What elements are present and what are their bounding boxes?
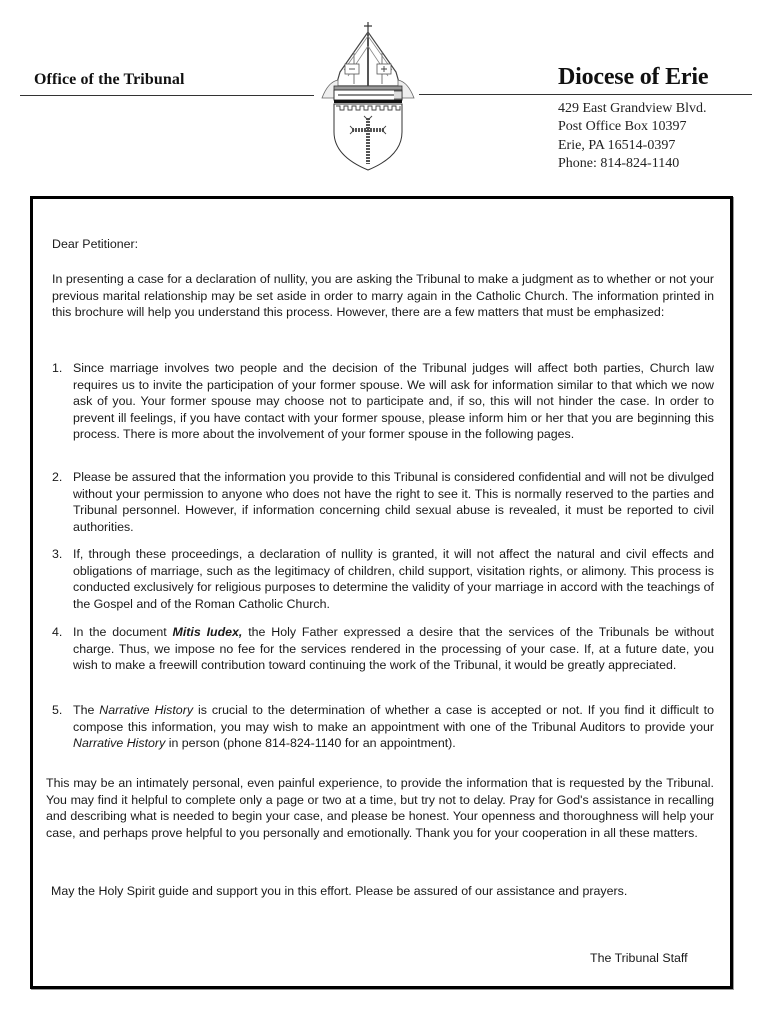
letter-greeting: Dear Petitioner:	[52, 237, 139, 251]
list-item-1	[52, 360, 714, 443]
header-rule-left	[20, 95, 314, 96]
list-text-segment: is crucial to the determination of whether a case is accepted or not. If you find it difficult to compose this information, you may wish to make an appointment with one of the Tribunal Auditors to provide your	[73, 703, 715, 734]
list-number: 2.	[52, 470, 63, 484]
office-title: Office of the Tribunal	[34, 71, 185, 88]
list-text: Please be assured that the information you provide to this Tribunal is considered confidential and will not be divulged without your permission to anyone who does not have the right to see it. This is normally reserved to the parties and Tribunal personnel. However, if information concerning child sexual abuse is revealed, it must be reported to civil authorities.	[73, 470, 714, 534]
list-item-5	[52, 702, 714, 752]
list-text	[73, 624, 714, 674]
list-text-segment: the Holy Father expressed a desire that the services of the Tribunals be without charge. Thus, we impose no fee for the services rendered in the processing of your case. If, at a future date, you wish to make a freewill contribution toward continuing the work of the Tribunal, it would be greatly appreciated.	[73, 625, 714, 673]
diocese-title: Diocese of Erie	[558, 64, 709, 90]
list-text-segment: The	[73, 703, 100, 717]
document-title-emphasis: Mitis Iudex,	[172, 625, 243, 639]
narrative-history-emphasis: Narrative History	[99, 703, 194, 717]
list-text: If, through these proceedings, a declaration of nullity is granted, it will not affect the natural and civil effects and obligations of marriage, such as the legitimacy of children, child support, visitation rights, or alimony. This process is conducted exclusively for religious purposes to determine the validity of your marriage in accord with the teachings of the Gospel and of the Roman Catholic Church.	[73, 547, 714, 611]
letter-blessing: May the Holy Spirit guide and support you in this effort. Please be assured of our assistance and prayers.	[51, 884, 628, 898]
diocese-address	[558, 100, 707, 173]
list-item-4	[52, 624, 714, 674]
letter-intro: In presenting a case for a declaration of nullity, you are asking the Tribunal to make a judgment as to whether or not your previous marital relationship may be set aside in order to marry again in the Catholic Church. The information printed in this brochure will help you understand this process. However, there are a few matters that must be emphasized:	[52, 272, 714, 320]
list-text-segment: in person (phone 814-824-1140 for an appointment).	[165, 736, 456, 751]
letter-closing: This may be an intimately personal, even painful experience, to provide the information that is requested by the Tribunal. You may find it helpful to complete only a page or two at a time, but try not to delay. Pray for God's assistance in recalling and describing what is needed to begin your case, and please be honest. Your openness and thoroughness will help your case, and perhaps prove helpful to you personally and emotionally. Thank you for your cooperation in all these matters.	[46, 776, 714, 840]
address-city-state-zip: Erie, PA 16514-0397	[558, 137, 676, 153]
address-street: 429 East Grandview Blvd.	[558, 101, 707, 116]
narrative-history-emphasis: Narrative History	[73, 736, 166, 751]
address-po-box: Post Office Box 10397	[558, 119, 687, 135]
header-rule-right	[419, 94, 752, 95]
list-number: 1.	[52, 361, 63, 375]
list-number: 3.	[52, 547, 63, 561]
coat-of-arms-icon	[314, 20, 422, 172]
list-number: 5.	[52, 703, 63, 717]
list-text	[73, 702, 714, 752]
letter-signature: The Tribunal Staff	[590, 951, 688, 965]
list-item-2	[52, 469, 714, 535]
list-number: 4.	[52, 625, 63, 639]
list-item-3	[52, 546, 714, 612]
list-text: Since marriage involves two people and the decision of the Tribunal judges will affect both parties, Church law requires us to invite the participation of your former spouse. We will ask for information similar to that which we now ask of you. Your former spouse may choose not to participate and, if so, this will not hinder the case. In order to prevent ill feelings, if you have contact with your former spouse, please inform him or her that you are beginning this process. There is more about the involvement of your former spouse in the following pages.	[73, 361, 714, 442]
address-phone: Phone: 814-824-1140	[558, 155, 680, 171]
list-text-segment: In the document	[73, 625, 173, 639]
